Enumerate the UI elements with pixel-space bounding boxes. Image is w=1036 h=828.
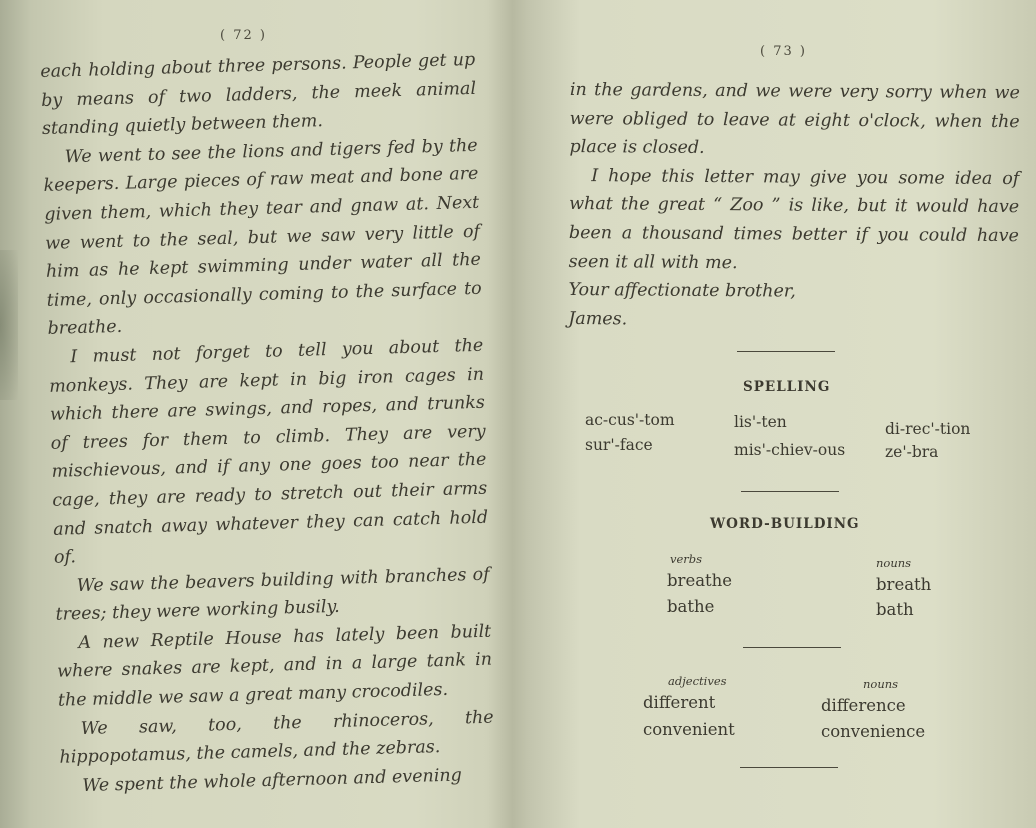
section-divider: [740, 767, 838, 768]
category-label: verbs: [670, 552, 703, 566]
word: breath: [876, 575, 932, 594]
left-page-text: [40, 46, 496, 801]
left-page: [0, 0, 500, 828]
word: convenient: [643, 720, 735, 739]
word: breathe: [667, 571, 733, 590]
letter-closing: Your affectionate brother,: [568, 280, 796, 302]
word: convenience: [821, 722, 926, 741]
category-label: nouns: [876, 556, 912, 570]
word: bath: [876, 600, 914, 619]
right-page: [515, 0, 1036, 828]
paragraph: I must not forget to tell you about the monkeys. They are kept in big iron cages in which there are swings, and ropes, and trunks of trees for them to climb. They are very mischievous, and if any one goes too near the cage, they are ready to stretch out their arms and snatch away whatever they can catch hold of.: [48, 335, 489, 568]
page-number-72: ( 72 ): [220, 28, 267, 43]
word: bathe: [667, 597, 715, 616]
paragraph: in the gardens, and we were very sorry when we were obliged to leave at eight o'clock, when the place is closed.: [569, 79, 1020, 159]
section-divider: [737, 351, 835, 352]
spelling-heading: SPELLING: [743, 379, 831, 395]
section-divider: [743, 647, 841, 648]
paragraph: I hope this letter may give you some idea of what the great “ Zoo ” is like, but it would have been a thousand times better if you could have seen it all with me.: [568, 165, 1020, 273]
word: different: [643, 693, 716, 712]
right-page-text: [568, 76, 1020, 336]
spelling-word: lis'-ten: [734, 413, 787, 431]
word-building-heading: WORD-BUILDING: [710, 516, 860, 532]
page-number-73: ( 73 ): [760, 44, 807, 59]
category-label: adjectives: [668, 674, 727, 688]
category-label: nouns: [863, 677, 899, 691]
paragraph: We spent the whole afternoon and evening: [82, 765, 463, 796]
spelling-word: sur'-face: [585, 436, 653, 454]
spelling-word: di-rec'-tion: [885, 420, 971, 438]
section-divider: [741, 491, 839, 492]
spelling-word: ac-cus'-tom: [585, 411, 675, 429]
paragraph: We went to see the lions and tigers fed by the keepers. Large pieces of raw meat and bone are given them, which they tear and gnaw at. Next we went to the seal, but we saw very little of him as he kept swimming under water all the time, only occasionally coming to the surface to breathe.: [43, 135, 482, 340]
paragraph: A new Reptile House has lately been built where snakes are kept, and in a large tank in the middle we saw a great many crocodiles.: [56, 621, 493, 711]
paragraph: each holding about three persons. People get up by means of two ladders, the meek animal standing quietly between them.: [40, 49, 477, 140]
spelling-word: ze'-bra: [885, 443, 939, 461]
paragraph: We saw, too, the rhinoceros, the hippopotamus, the camels, and the zebras.: [59, 707, 494, 768]
paragraph: We saw the beavers building with branches of trees; they were working busily.: [55, 564, 490, 626]
letter-signature: James.: [568, 308, 628, 330]
spelling-word: mis'-chiev-ous: [734, 441, 846, 459]
word: difference: [821, 696, 906, 715]
